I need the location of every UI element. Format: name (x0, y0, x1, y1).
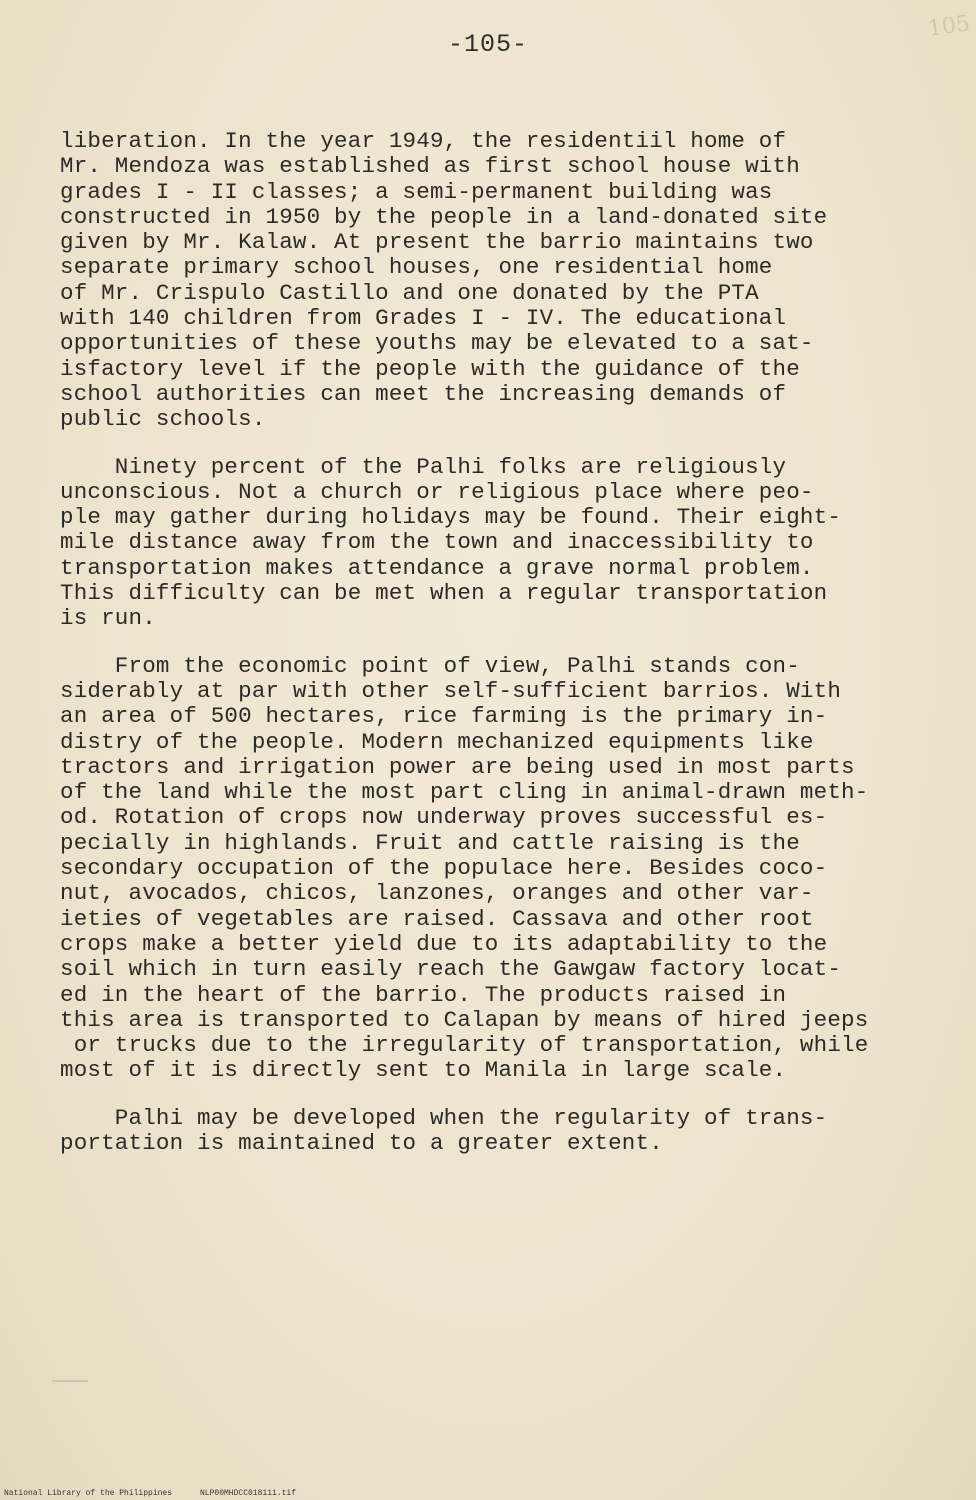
footer-library: National Library of the Philippines (4, 1489, 173, 1498)
text-line: crops make a better yield due to its adaptability to the (60, 930, 828, 957)
paragraph (60, 129, 930, 433)
text-line: most of it is directly sent to Manila in large scale. (60, 1057, 787, 1084)
paragraph (60, 1106, 930, 1157)
text-line: secondary occupation of the populace here. Besides coco- (60, 855, 828, 882)
text-line: soil which in turn easily reach the Gawgaw factory locat- (60, 956, 842, 983)
text-line: ed in the heart of the barrio. The products raised in (60, 981, 787, 1008)
text-line: nut, avocados, chicos, lanzones, oranges and other var- (60, 880, 814, 907)
text-line: is run. (60, 605, 156, 632)
text-line: given by Mr. Kalaw. At present the barrio maintains two (60, 229, 814, 256)
text-line: of Mr. Crispulo Castillo and one donated by the PTA (60, 279, 759, 306)
footer-filename: NLP00MHDCC018111.tif (200, 1489, 297, 1498)
paragraph (60, 455, 930, 632)
text-line: siderably at par with other self-sufficient barrios. With (60, 677, 842, 704)
text-line: ieties of vegetables are raised. Cassava and other root (60, 905, 814, 932)
text-line: mile distance away from the town and inaccessibility to (60, 529, 814, 556)
text-line: this area is transported to Calapan by means of hired jeeps (60, 1006, 869, 1033)
text-line: public schools. (60, 406, 266, 433)
text-line: liberation. In the year 1949, the residentiil home of (60, 128, 787, 154)
ink-smudge (52, 1380, 88, 1382)
text-line: isfactory level if the people with the guidance of the (60, 355, 800, 382)
text-line: or trucks due to the irregularity of transportation, while (60, 1032, 869, 1059)
text-line: pecially in highlands. Fruit and cattle raising is the (60, 829, 800, 856)
text-line: grades I - II classes; a semi-permanent building was (60, 178, 773, 205)
text-line: transportation makes attendance a grave normal problem. (60, 554, 814, 581)
text-line: From the economic point of view, Palhi stands con- (60, 652, 800, 679)
text-line: Palhi may be developed when the regularity of trans- (60, 1104, 828, 1131)
text-line: constructed in 1950 by the people in a land-donated site (60, 203, 828, 230)
text-line: portation is maintained to a greater extent. (60, 1129, 663, 1156)
page-number: -105- (447, 30, 528, 59)
text-line: of the land while the most part cling in animal-drawn meth- (60, 779, 869, 806)
text-line: ple may gather during holidays may be found. Their eight- (60, 504, 842, 531)
text-line: an area of 500 hectares, rice farming is the primary in- (60, 703, 828, 730)
text-line: with 140 children from Grades I - IV. The educational (60, 305, 787, 332)
corner-page-mark: 105 (926, 11, 972, 42)
text-line: Ninety percent of the Palhi folks are religiously (60, 453, 787, 480)
paragraph (60, 654, 930, 1084)
text-line: distry of the people. Modern mechanized equipments like (60, 728, 814, 755)
text-line: This difficulty can be met when a regular transportation (60, 580, 828, 607)
text-line: opportunities of these youths may be elevated to a sat- (60, 330, 814, 357)
text-line: separate primary school houses, one residential home (60, 254, 773, 281)
text-line: tractors and irrigation power are being used in most parts (60, 753, 855, 780)
document-body (60, 129, 930, 1178)
text-line: unconscious. Not a church or religious place where peo- (60, 478, 814, 505)
text-line: Mr. Mendoza was established as first school house with (60, 153, 800, 180)
text-line: od. Rotation of crops now underway proves successful es- (60, 804, 828, 831)
text-line: school authorities can meet the increasing demands of (60, 380, 787, 407)
